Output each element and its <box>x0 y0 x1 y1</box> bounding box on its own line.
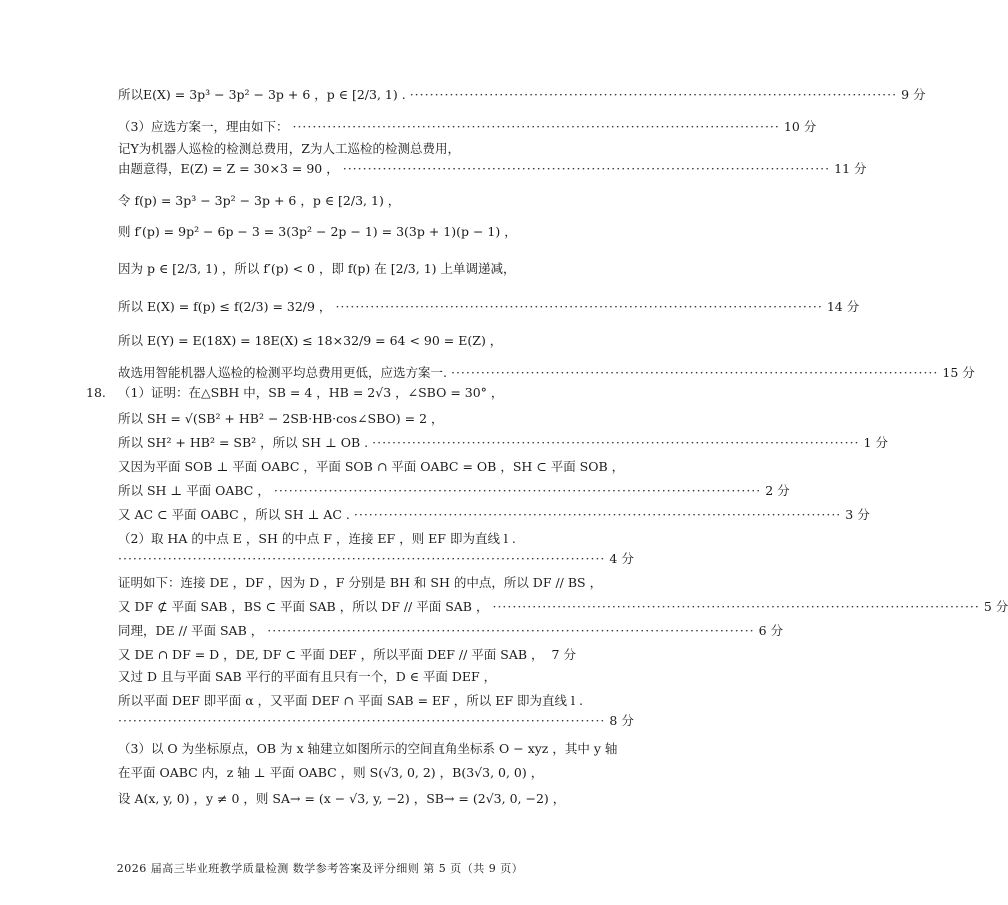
leader-dots: ·································································································· <box>292 119 780 134</box>
score-mark: 1 分 <box>863 435 888 450</box>
solution-line: 又过 D 且与平面 SAB 平行的平面有且只有一个，D ∈ 平面 DEF ， <box>118 669 497 684</box>
leader-dots: ·································································································· <box>118 713 606 728</box>
solution-line: 又 DF ⊄ 平面 SAB ，BS ⊂ 平面 SAB ，所以 DF // 平面 SAB ， ·································································································· 5 分 <box>118 599 1008 614</box>
score-mark: 11 分 <box>834 161 867 176</box>
solution-line: 所以 E(X) = f(p) ≤ f(2/3) = 32/9 ， ·································································································· 14 分 <box>118 299 860 314</box>
solution-line: （3）应选方案一，理由如下： ·································································································· 10 分 <box>118 119 817 134</box>
score-mark: 14 分 <box>826 299 860 314</box>
leader-dots: ·································································································· <box>492 599 980 614</box>
solution-line: 故选用智能机器人巡检的检测平均总费用更低，应选方案一. ·································································································· 15 分 <box>118 365 975 380</box>
solution-line: 在平面 OABC 内，z 轴 ⊥ 平面 OABC ，则 S(√3, 0, 2) ，B(3√3, 0, 0) ， <box>118 765 544 780</box>
score-mark: 4 分 <box>609 551 634 566</box>
leader-dots: ·································································································· <box>409 87 898 102</box>
score-mark: 8 分 <box>609 713 634 728</box>
solution-line <box>118 712 634 730</box>
solution-line: 设 A(x, y, 0) ，y ≠ 0 ，则 SA→ = (x − √3, y, −2) ，SB→ = (2√3, 0, −2) ， <box>118 791 566 806</box>
solution-line: 同理，DE // 平面 SAB ， ·································································································· 6 分 <box>118 623 784 638</box>
page-footer: 2026 届高三毕业班教学质量检测 数学参考答案及评分细则 第 5 页（共 9 页） <box>116 862 524 875</box>
score-mark: 2 分 <box>765 483 790 498</box>
solution-line: 则 f′(p) = 9p² − 6p − 3 = 3(3p² − 2p − 1) = 3(3p + 1)(p − 1) ， <box>118 224 517 239</box>
solution-line: 所以 SH ⊥ 平面 OABC ， ·································································································· 2 分 <box>118 483 790 498</box>
solution-line: （3）以 O 为坐标原点，OB 为 x 轴建立如图所示的空间直角坐标系 O − xyz ，其中 y 轴 <box>118 741 618 756</box>
solution-line: 证明如下：连接 DE ，DF ，因为 D ，F 分别是 BH 和 SH 的中点，所以 DF // BS ， <box>118 575 603 590</box>
score-mark: 10 分 <box>783 119 817 134</box>
solution-line: 所以E(X) = 3p³ − 3p² − 3p + 6 ，p ∈ [2/3, 1) . ·································································································· 9 分 <box>118 87 926 102</box>
score-mark: 3 分 <box>845 507 870 522</box>
leader-dots: ·································································································· <box>342 161 831 176</box>
question-number: 18. <box>86 385 106 400</box>
solution-line: 所以 SH = √(SB² + HB² − 2SB·HB·cos∠SBO) = 2 ， <box>118 411 444 426</box>
leader-dots: ·································································································· <box>273 483 762 498</box>
solution-line: 又 AC ⊂ 平面 OABC ，所以 SH ⊥ AC . ·································································································· 3 分 <box>118 507 870 522</box>
leader-dots: ·································································································· <box>267 623 755 638</box>
score-mark: 5 分 <box>983 599 1008 614</box>
solution-line: 又因为平面 SOB ⊥ 平面 OABC ，平面 SOB ∩ 平面 OABC = OB ，SH ⊂ 平面 SOB ， <box>118 459 625 474</box>
score-mark: 7 分 <box>551 647 576 662</box>
solution-line: 所以平面 DEF 即平面 α ，又平面 DEF ∩ 平面 SAB = EF ，所以 EF 即为直线 l . <box>118 693 583 708</box>
leader-dots: ·································································································· <box>335 299 823 314</box>
leader-dots: ·································································································· <box>353 507 842 522</box>
solution-line: 又 DE ∩ DF = D ，DE, DF ⊂ 平面 DEF ，所以平面 DEF // 平面 SAB ， 7 分 <box>118 647 576 662</box>
solution-line: （1）证明：在△SBH 中，SB = 4 ，HB = 2√3 ，∠SBO = 30° ， <box>118 385 504 400</box>
leader-dots: ·································································································· <box>450 365 939 380</box>
solution-line: 令 f(p) = 3p³ − 3p² − 3p + 6 ，p ∈ [2/3, 1) ， <box>118 193 401 208</box>
solution-line <box>118 550 634 568</box>
score-mark: 6 分 <box>758 623 784 638</box>
leader-dots: ·································································································· <box>372 435 860 450</box>
solution-line: （2）取 HA 的中点 E ，SH 的中点 F ，连接 EF ，则 EF 即为直线 l . <box>118 531 516 546</box>
leader-dots: ·································································································· <box>118 551 606 566</box>
solution-line: 所以 E(Y) = E(18X) = 18E(X) ≤ 18×32/9 = 64 < 90 = E(Z) ， <box>118 333 503 348</box>
solution-line: 记Y为机器人巡检的检测总费用，Z为人工巡检的检测总费用， <box>118 141 460 156</box>
score-mark: 15 分 <box>942 365 975 380</box>
score-mark: 9 分 <box>901 87 926 102</box>
solution-line: 所以 SH² + HB² = SB² ，所以 SH ⊥ OB . ·································································································· 1 分 <box>118 435 888 450</box>
solution-line: 因为 p ∈ [2/3, 1) ，所以 f′(p) < 0 ，即 f(p) 在 [2/3, 1) 上单调递减， <box>118 261 516 276</box>
solution-line: 由题意得，E(Z) = Z = 30×3 = 90 ， ·································································································· 11 分 <box>118 161 867 176</box>
